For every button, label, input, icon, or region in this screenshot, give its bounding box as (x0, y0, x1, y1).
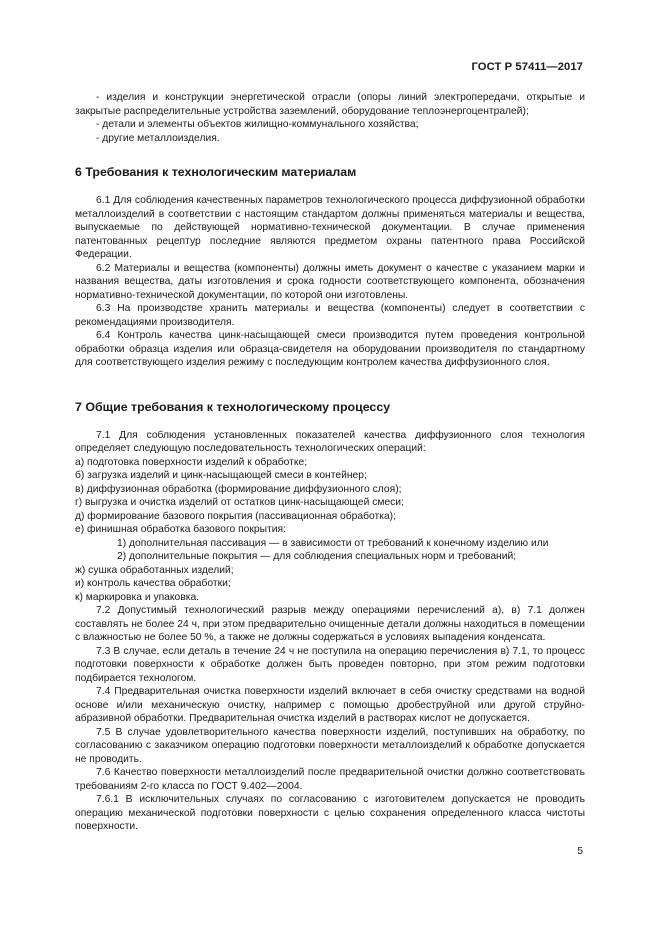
intro-list-item: - другие металлоизделия. (96, 132, 220, 144)
paragraph-7-2: 7.2 Допустимый технологический разрыв между операциями перечислений а), в) 7.1 должен составлять не более 24 ч, при этом предварительно очищенные детали должны находиться в помещении с влажностью не более 50 %, а также не должны содержаться в условиях выпадения конденсата. (75, 605, 585, 643)
paragraph-6-4: 6.4 Контроль качества цинк-насыщающей смеси производится путем проведения контрольной обработки образца изделия или образца-свидетеля на оборудовании производителя по стандартному для соответствующего изделия режиму с последующим контролем качества диффузионного слоя. (75, 330, 585, 368)
operation-item: г) выгрузка и очистка изделий от остатков цинк-насыщающей смеси; (75, 497, 404, 508)
paragraph-6-3: 6.3 На производстве хранить материалы и вещества (компоненты) следует в соответствии с рекомендациями производителя. (75, 303, 585, 328)
paragraph-7-6: 7.6 Качество поверхности металлоизделий после предварительной очистки должно соответствовать требованиям 2-го класса по ГОСТ 9.402—2004. (75, 767, 585, 792)
paragraph-7-1: 7.1 Для соблюдения установленных показателей качества диффузионного слоя технология определяет следующую последовательность технологических операций: (75, 429, 585, 454)
paragraph-7-4: 7.4 Предварительная очистка поверхности изделий включает в себя очистку средствами на водной основе и/или механическую очистку, например с помощью дробеструйной или другой струйно-абразивной обработки. Предварительная очистка изделий в растворах кислот не допускается. (75, 686, 585, 724)
section-6-heading: 6 Требования к технологическим материалам (75, 165, 357, 179)
sub-operation-item: 2) дополнительные покрытия — для соблюдения специальных норм и требований; (117, 551, 517, 562)
operation-item: и) контроль качества обработки; (75, 578, 231, 589)
operation-item: а) подготовка поверхности изделий к обработке; (75, 456, 308, 468)
intro-list-item: - изделия и конструкции энергетической отрасли (опоры линий электропередачи, открытые и закрытые распределительные устройства заземлений, оборудование теплоэнергоцентралей); (75, 92, 585, 117)
operation-item: ж) сушка обработанных изделий; (75, 564, 234, 576)
paragraph-7-6-1: 7.6.1 В исключительных случаях по согласованию с изготовителем допускается не проводить операцию механической подготовки поверхности с целью сохранения определенного класса чистоты поверхности. (75, 794, 585, 832)
page-number: 5 (577, 846, 583, 857)
sub-operation-item: 1) дополнительная пассивация — в зависимости от требований к конечному изделию или (117, 537, 549, 549)
operation-item: д) формирование базового покрытия (пассивационная обработка); (75, 510, 396, 522)
operation-item: е) финишная обработка базового покрытия: (75, 524, 286, 535)
section-7-heading: 7 Общие требования к технологическому процессу (75, 399, 391, 414)
intro-list-item: - детали и элементы объектов жилищно-коммунального хозяйства; (96, 119, 419, 130)
operation-item: б) загрузка изделий и цинк-насыщающей смеси в контейнер; (75, 470, 367, 481)
standard-header: ГОСТ Р 57411—2017 (471, 61, 583, 73)
paragraph-7-3: 7.3 В случае, если деталь в течение 24 ч не поступила на операцию перечисления в) 7.1, то процесс подготовки поверхности к обработке должен быть проведен повторно, при этом режим подготовки подбирается технологом. (75, 645, 585, 684)
operation-item: в) диффузионная обработка (формирование диффузионного слоя); (75, 483, 402, 495)
paragraph-7-5: 7.5 В случае удовлетворительного качества поверхности изделий, поступивших на обработку, по согласованию с заказчиком операцию подготовки поверхности металлоизделий к обработке допускается не проводить. (75, 726, 585, 765)
paragraph-6-2: 6.2 Материалы и вещества (компоненты) должны иметь документ о качестве с указанием марки и названия вещества, даты изготовления и срока годности соответствующего компонента, обозначения нормативно-технической документации, по которой они изготовлены. (75, 262, 585, 301)
operation-item: к) маркировка и упаковка. (75, 591, 200, 603)
page-content (75, 91, 585, 834)
paragraph-6-1: 6.1 Для соблюдения качественных параметров технологического процесса диффузионной обработки металлоизделий в соответствии с настоящим стандартом должны применяться материалы и вещества, выпускаемые по действующей нормативно-технической документации. В случае применения патентованных рецептур последние являются предметом охраны патентного права Российской Федерации. (75, 195, 585, 260)
